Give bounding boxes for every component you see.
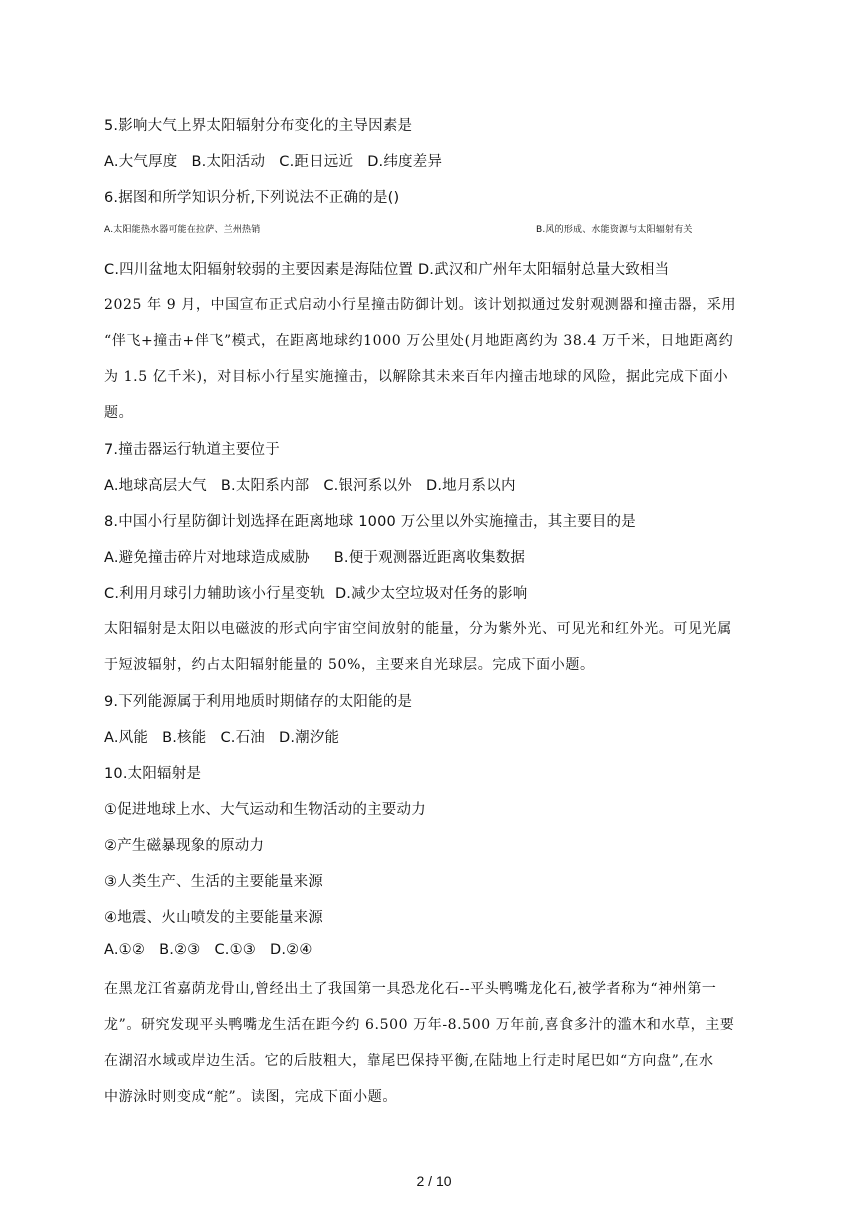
- question-8-options-row2: [104, 582, 542, 603]
- question-7-stem: 7.撞击器运行轨道主要位于: [104, 442, 280, 458]
- question-10-item-1: ①促进地球上水、大气运动和生物活动的主要动力: [104, 802, 426, 818]
- question-10-item-3: ③人类生产、生活的主要能量来源: [104, 874, 323, 890]
- question-5-options: [104, 150, 456, 171]
- question-5-stem: 5.影响大气上界太阳辐射分布变化的主导因素是: [104, 118, 413, 134]
- option-d: D.②④: [269, 942, 313, 958]
- option-a: A.大气厚度: [104, 154, 178, 170]
- passage-1-line-4: 题。: [104, 405, 134, 421]
- option-c: C.银河系以外: [323, 478, 412, 494]
- question-9-stem: 9.下列能源属于利用地质时期储存的太阳能的是: [104, 694, 413, 710]
- question-6-options-row2: C.四川盆地太阳辐射较弱的主要因素是海陆位置 D.武汉和广州年太阳辐射总量大致相当: [104, 262, 670, 278]
- question-6-stem: 6.据图和所学知识分析,下列说法不正确的是(): [104, 190, 400, 206]
- question-10-stem: 10.太阳辐射是: [104, 766, 202, 782]
- option-a: A.风能: [104, 730, 149, 746]
- option-a: A.避免撞击碎片对地球造成威胁: [104, 550, 310, 566]
- option-b: B.便于观测器近距离收集数据: [333, 550, 526, 566]
- option-c: C.①③: [214, 942, 256, 958]
- question-10-item-2: ②产生磁暴现象的原动力: [104, 838, 265, 854]
- option-d: D.潮汐能: [278, 730, 340, 746]
- option-c: C.石油: [220, 730, 265, 746]
- option-a: A.①②: [104, 942, 146, 958]
- passage-2-line-1: 太阳辐射是太阳以电磁波的形式向宇宙空间放射的能量，分为紫外光、可见光和红外光。可见光属: [104, 621, 732, 637]
- option-b: B.核能: [162, 730, 207, 746]
- page-number: 2 / 10: [416, 1173, 452, 1189]
- passage-1-line-3: 为 1.5 亿千米)，对目标小行星实施撞击，以解除其未来百年内撞击地球的风险，据此完成下面小: [104, 369, 729, 385]
- passage-3-line-2: 龙”。研究发现平头鸭嘴龙生活在距今约 6.500 万年-8.500 万年前,喜食多汁的滥木和水草，主要: [104, 1017, 735, 1033]
- question-9-options: [104, 726, 353, 747]
- option-b: B.风的形成、水能资源与太阳辐射有关: [536, 225, 693, 235]
- option-d: D.地月系以内: [425, 478, 516, 494]
- option-d: D.减少太空垃圾对任务的影响: [334, 586, 528, 602]
- question-6-options-row1: [104, 222, 784, 235]
- option-b: B.太阳活动: [191, 154, 266, 170]
- option-a: A.太阳能热水器可能在拉萨、兰州热销: [104, 225, 261, 235]
- question-7-options: [104, 474, 530, 495]
- passage-1-line-2: “伴飞+撞击+伴飞”模式，在距离地球约1000 万公里处(月地距离约为 38.4 万千米，日地距离约: [104, 333, 734, 349]
- passage-3-line-3: 在湖沼水域或岸边生活。它的后肢粗大，靠尾巴保持平衡,在陆地上行走时尾巴如“方向盘”,在水: [104, 1053, 714, 1069]
- question-8-stem: 8.中国小行星防御计划选择在距离地球 1000 万公里以外实施撞击，其主要目的是: [104, 514, 636, 530]
- passage-3-line-4: 中游泳时则变成“舵”。读图，完成下面小题。: [104, 1089, 397, 1105]
- passage-3-line-1: 在黑龙江省嘉荫龙骨山,曾经出土了我国第一具恐龙化石--平头鸭嘴龙化石,被学者称为“神州第一: [104, 981, 717, 997]
- question-8-options-row1: [104, 546, 539, 567]
- question-10-item-4: ④地震、火山喷发的主要能量来源: [104, 910, 323, 926]
- option-a: A.地球高层大气: [104, 478, 207, 494]
- question-10-options: [104, 942, 327, 958]
- passage-2-line-2: 于短波辐射，约占太阳辐射能量的 50%，主要来自光球层。完成下面小题。: [104, 657, 595, 673]
- option-d: D.纬度差异: [367, 154, 443, 170]
- option-b: B.太阳系内部: [220, 478, 310, 494]
- option-b: B.②③: [159, 942, 201, 958]
- option-c: C.距日远近: [279, 154, 354, 170]
- option-c: C.利用月球引力辅助该小行星变轨: [104, 586, 325, 602]
- passage-1-line-1: 2025 年 9 月，中国宣布正式启动小行星撞击防御计划。该计划拟通过发射观测器和撞击器，采用: [104, 297, 737, 313]
